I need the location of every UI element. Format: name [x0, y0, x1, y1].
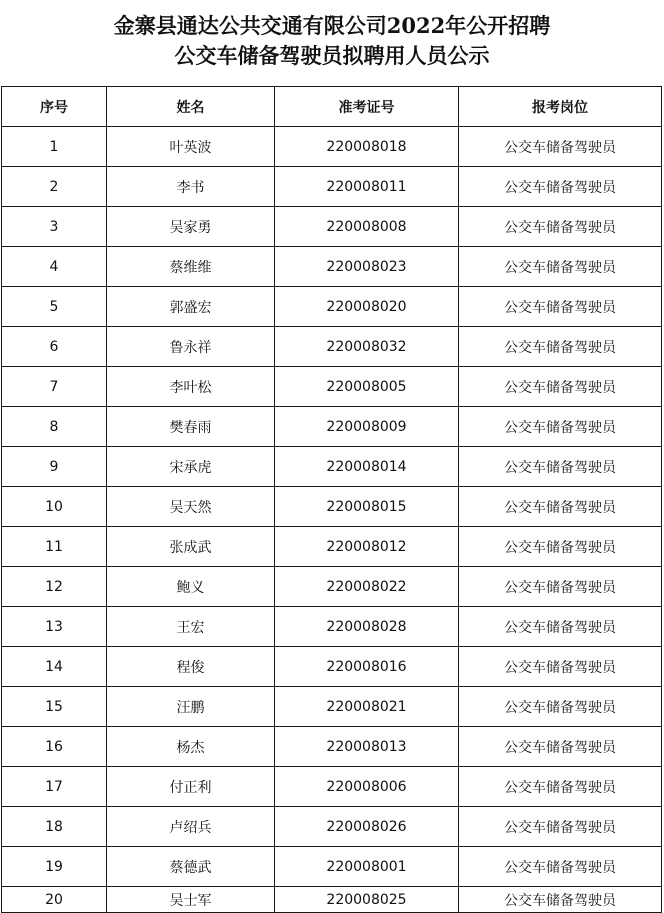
cell-exam-ticket-number: 220008026: [275, 807, 459, 847]
cell-serial-number: 6: [2, 327, 107, 367]
table-row: [2, 727, 662, 767]
cell-name: 樊春雨: [107, 407, 275, 447]
table-header-row: [2, 87, 662, 127]
cell-exam-ticket-number: 220008016: [275, 647, 459, 687]
cell-serial-number: 7: [2, 367, 107, 407]
cell-position: 公交车储备驾驶员: [459, 487, 662, 527]
cell-name: 王宏: [107, 607, 275, 647]
cell-serial-number: 12: [2, 567, 107, 607]
cell-exam-ticket-number: 220008018: [275, 127, 459, 167]
cell-serial-number: 4: [2, 247, 107, 287]
table-row: [2, 687, 662, 727]
cell-position: 公交车储备驾驶员: [459, 447, 662, 487]
cell-exam-ticket-number: 220008021: [275, 687, 459, 727]
cell-position: 公交车储备驾驶员: [459, 407, 662, 447]
cell-serial-number: 5: [2, 287, 107, 327]
table-row: [2, 807, 662, 847]
cell-exam-ticket-number: 220008001: [275, 847, 459, 887]
cell-position: 公交车储备驾驶员: [459, 687, 662, 727]
table-row: [2, 607, 662, 647]
cell-position: 公交车储备驾驶员: [459, 607, 662, 647]
table-row: [2, 327, 662, 367]
cell-name: 汪鹏: [107, 687, 275, 727]
cell-exam-ticket-number: 220008012: [275, 527, 459, 567]
header-position: 报考岗位: [459, 87, 662, 127]
cell-serial-number: 11: [2, 527, 107, 567]
cell-name: 卢绍兵: [107, 807, 275, 847]
cell-position: 公交车储备驾驶员: [459, 287, 662, 327]
cell-position: 公交车储备驾驶员: [459, 167, 662, 207]
cell-name: 杨杰: [107, 727, 275, 767]
cell-exam-ticket-number: 220008032: [275, 327, 459, 367]
cell-name: 付正利: [107, 767, 275, 807]
cell-exam-ticket-number: 220008025: [275, 887, 459, 913]
cell-serial-number: 1: [2, 127, 107, 167]
cell-serial-number: 16: [2, 727, 107, 767]
cell-position: 公交车储备驾驶员: [459, 527, 662, 567]
table-row: [2, 127, 662, 167]
cell-name: 吴天然: [107, 487, 275, 527]
cell-name: 宋承虎: [107, 447, 275, 487]
header-name: 姓名: [107, 87, 275, 127]
cell-serial-number: 10: [2, 487, 107, 527]
hiring-announcement-table: [1, 86, 662, 913]
cell-name: 蔡德武: [107, 847, 275, 887]
table-row: [2, 287, 662, 327]
cell-name: 程俊: [107, 647, 275, 687]
cell-serial-number: 20: [2, 887, 107, 913]
cell-exam-ticket-number: 220008014: [275, 447, 459, 487]
cell-position: 公交车储备驾驶员: [459, 767, 662, 807]
cell-position: 公交车储备驾驶员: [459, 567, 662, 607]
table-row: [2, 567, 662, 607]
header-serial-number: 序号: [2, 87, 107, 127]
cell-name: 郭盛宏: [107, 287, 275, 327]
cell-position: 公交车储备驾驶员: [459, 127, 662, 167]
cell-name: 叶英波: [107, 127, 275, 167]
cell-exam-ticket-number: 220008028: [275, 607, 459, 647]
cell-name: 张成武: [107, 527, 275, 567]
table-row: [2, 207, 662, 247]
cell-name: 吴家勇: [107, 207, 275, 247]
cell-exam-ticket-number: 220008005: [275, 367, 459, 407]
cell-serial-number: 19: [2, 847, 107, 887]
table-row: [2, 367, 662, 407]
cell-exam-ticket-number: 220008020: [275, 287, 459, 327]
cell-exam-ticket-number: 220008011: [275, 167, 459, 207]
cell-serial-number: 3: [2, 207, 107, 247]
cell-serial-number: 9: [2, 447, 107, 487]
table-row: [2, 447, 662, 487]
cell-name: 鲍义: [107, 567, 275, 607]
cell-serial-number: 8: [2, 407, 107, 447]
table-row: [2, 887, 662, 913]
table-row: [2, 247, 662, 287]
table-row: [2, 847, 662, 887]
cell-serial-number: 18: [2, 807, 107, 847]
cell-position: 公交车储备驾驶员: [459, 247, 662, 287]
cell-exam-ticket-number: 220008013: [275, 727, 459, 767]
document-title-line-2: 公交车储备驾驶员拟聘用人员公示: [174, 43, 490, 68]
cell-exam-ticket-number: 220008023: [275, 247, 459, 287]
document-title-line-1: 金寨县通达公共交通有限公司2022年公开招聘: [113, 13, 551, 38]
cell-serial-number: 17: [2, 767, 107, 807]
cell-serial-number: 15: [2, 687, 107, 727]
table-row: [2, 527, 662, 567]
cell-name: 蔡维维: [107, 247, 275, 287]
cell-exam-ticket-number: 220008008: [275, 207, 459, 247]
cell-exam-ticket-number: 220008006: [275, 767, 459, 807]
cell-exam-ticket-number: 220008022: [275, 567, 459, 607]
cell-position: 公交车储备驾驶员: [459, 327, 662, 367]
cell-position: 公交车储备驾驶员: [459, 807, 662, 847]
table-row: [2, 407, 662, 447]
cell-exam-ticket-number: 220008015: [275, 487, 459, 527]
cell-serial-number: 13: [2, 607, 107, 647]
cell-position: 公交车储备驾驶员: [459, 887, 662, 913]
cell-name: 李书: [107, 167, 275, 207]
cell-position: 公交车储备驾驶员: [459, 367, 662, 407]
cell-exam-ticket-number: 220008009: [275, 407, 459, 447]
table-row: [2, 767, 662, 807]
cell-name: 吴士军: [107, 887, 275, 913]
cell-position: 公交车储备驾驶员: [459, 847, 662, 887]
cell-position: 公交车储备驾驶员: [459, 647, 662, 687]
cell-position: 公交车储备驾驶员: [459, 727, 662, 767]
cell-name: 鲁永祥: [107, 327, 275, 367]
table-row: [2, 167, 662, 207]
cell-serial-number: 14: [2, 647, 107, 687]
header-exam-ticket-number: 准考证号: [275, 87, 459, 127]
table-row: [2, 647, 662, 687]
cell-position: 公交车储备驾驶员: [459, 207, 662, 247]
cell-serial-number: 2: [2, 167, 107, 207]
table-row: [2, 487, 662, 527]
cell-name: 李叶松: [107, 367, 275, 407]
